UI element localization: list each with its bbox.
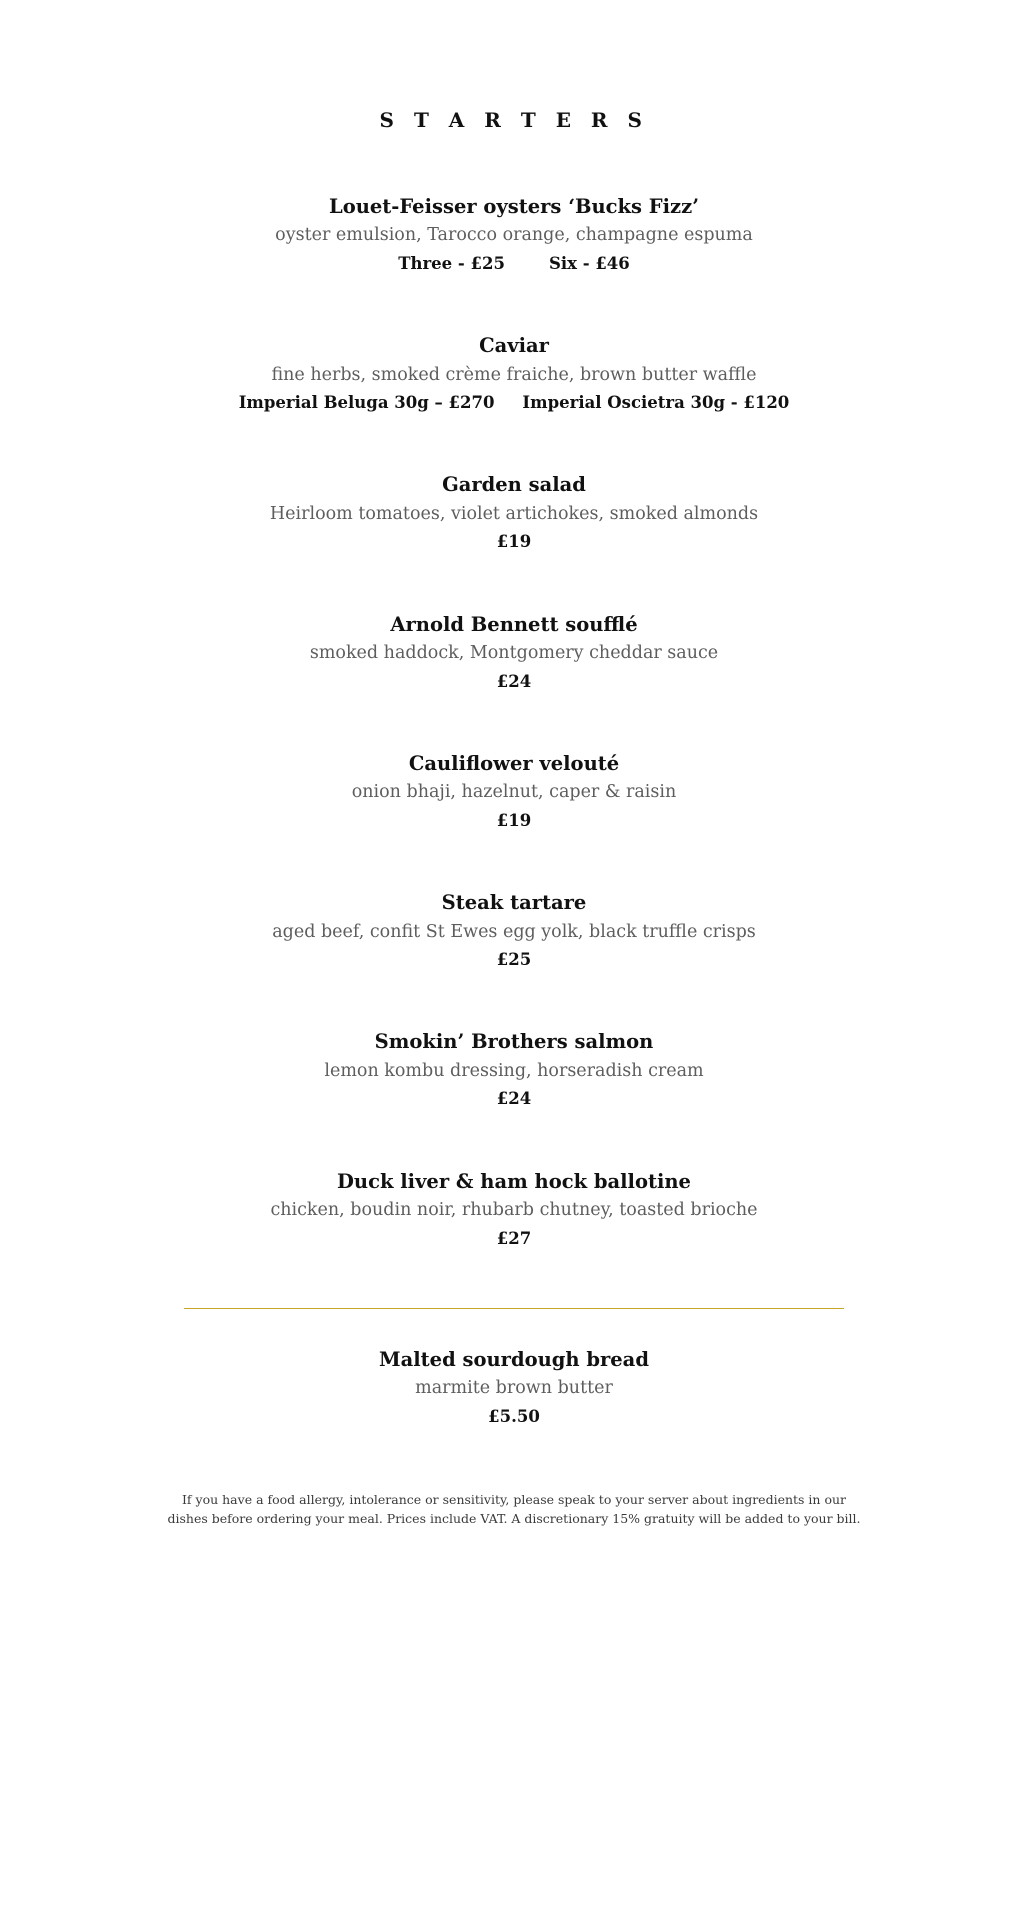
menu-item xyxy=(104,890,924,971)
menu-item-price: £24 xyxy=(496,1089,532,1109)
menu-item xyxy=(104,1169,924,1250)
menu-item-price: £25 xyxy=(496,950,532,970)
menu-item-name: Malted sourdough bread xyxy=(379,1347,649,1371)
menu-item-price-primary: Three - £25 xyxy=(398,253,505,273)
menu-item xyxy=(104,333,924,414)
menu-item-price: £27 xyxy=(496,1228,532,1248)
menu-item-price-secondary: Imperial Oscietra 30g - £120 xyxy=(522,393,790,413)
menu-item-price xyxy=(104,392,924,414)
menu-item-description: onion bhaji, hazelnut, caper & raisin xyxy=(351,782,677,803)
menu-item-name: Cauliflower velouté xyxy=(408,751,620,775)
menu-item-name: Steak tartare xyxy=(441,891,587,915)
menu-item-price xyxy=(104,253,924,275)
bottom-spacer xyxy=(0,1529,1028,1649)
menu-item xyxy=(104,751,924,832)
menu-item-price: £5.50 xyxy=(488,1406,540,1426)
menu-item-bread xyxy=(104,1347,924,1428)
menu-item-description: lemon kombu dressing, horseradish cream xyxy=(324,1060,704,1081)
menu-item xyxy=(104,194,924,275)
menu-item-price: £19 xyxy=(496,810,532,830)
menu-item xyxy=(104,612,924,693)
menu-item-name: Smokin’ Brothers salmon xyxy=(374,1030,654,1054)
menu-item-description: marmite brown butter xyxy=(415,1378,613,1399)
menu-item-name: Duck liver & ham hock ballotine xyxy=(337,1169,691,1193)
menu-item-price: £24 xyxy=(496,671,532,691)
menu-item-price-primary: Imperial Beluga 30g – £270 xyxy=(238,393,495,413)
menu-item-price: £19 xyxy=(496,532,532,552)
menu-item-description: smoked haddock, Montgomery cheddar sauce xyxy=(309,643,719,664)
menu-item-price-secondary: Six - £46 xyxy=(548,253,630,273)
menu-item-description: aged beef, confit St Ewes egg yolk, black truffle crisps xyxy=(272,921,756,942)
menu-item-name: Arnold Bennett soufflé xyxy=(390,612,638,636)
page-title: S T A R T E R S xyxy=(379,108,649,132)
allergy-footnote: If you have a food allergy, intolerance or sensitivity, please speak to your server about ingredients in our dishes before ordering your meal. Prices include VAT. A discretionary 15% gratuity will be added to your bill. xyxy=(167,1492,861,1527)
menu-item-name: Garden salad xyxy=(442,473,586,497)
section-divider xyxy=(184,1308,844,1309)
menu-item xyxy=(104,472,924,553)
menu-item-description: Heirloom tomatoes, violet artichokes, smoked almonds xyxy=(269,503,759,524)
menu-item-description: fine herbs, smoked crème fraiche, brown butter waffle xyxy=(271,364,757,385)
menu-item-name: Louet-Feisser oysters ‘Bucks Fizz’ xyxy=(329,195,699,218)
menu-item-description: chicken, boudin noir, rhubarb chutney, toasted brioche xyxy=(270,1199,758,1220)
menu-item-name: Caviar xyxy=(479,334,549,358)
menu-item xyxy=(104,1029,924,1110)
menu-item-description: oyster emulsion, Tarocco orange, champagne espuma xyxy=(275,225,753,246)
